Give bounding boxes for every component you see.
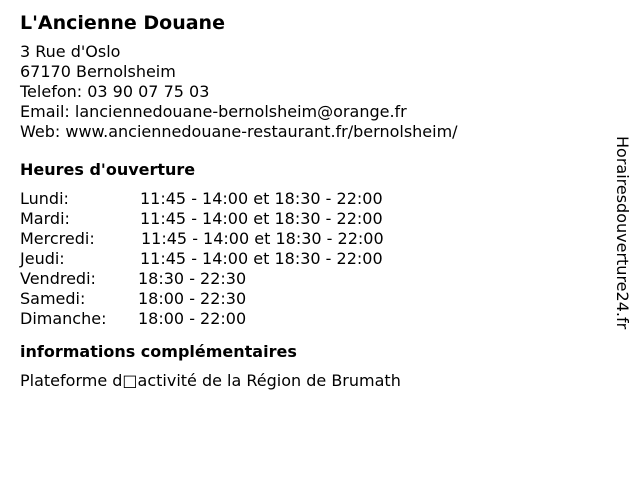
hours-time: 11:45 - 14:00 et 18:30 - 22:00	[141, 229, 384, 248]
hours-day: Mercredi:	[20, 229, 95, 248]
hours-row-monday	[20, 189, 600, 209]
hours-day: Samedi:	[20, 289, 86, 308]
info-heading: informations complémentaires	[20, 342, 297, 361]
hours-day: Dimanche:	[20, 309, 107, 328]
postal-city: 67170 Bernolsheim	[20, 62, 176, 81]
hours-table	[20, 189, 600, 329]
hours-row-friday	[20, 269, 600, 289]
hours-time: 18:00 - 22:00	[138, 309, 247, 328]
hours-row-sunday	[20, 309, 600, 329]
hours-time: 18:30 - 22:30	[138, 269, 247, 288]
hours-time: 11:45 - 14:00 et 18:30 - 22:00	[140, 249, 383, 268]
hours-row-tuesday	[20, 209, 600, 229]
hours-day: Jeudi:	[20, 249, 65, 268]
business-name: L'Ancienne Douane	[20, 12, 225, 34]
business-listing	[20, 10, 600, 391]
info-text: Plateforme d□activité de la Région de Brumath	[20, 371, 401, 390]
web-line: Web: www.anciennedouane-restaurant.fr/bernolsheim/	[20, 122, 458, 141]
street-address: 3 Rue d'Oslo	[20, 42, 121, 61]
hours-day: Mardi:	[20, 209, 70, 228]
hours-row-wednesday	[20, 229, 600, 249]
hours-row-saturday	[20, 289, 600, 309]
hours-day: Vendredi:	[20, 269, 96, 288]
hours-time: 18:00 - 22:30	[138, 289, 247, 308]
hours-time: 11:45 - 14:00 et 18:30 - 22:00	[140, 209, 383, 228]
hours-day: Lundi:	[20, 189, 69, 208]
email-line: Email: lanciennedouane-bernolsheim@orange.fr	[20, 102, 407, 121]
site-brand: Horairesdouverture24.fr	[613, 136, 632, 330]
hours-heading: Heures d'ouverture	[20, 160, 196, 179]
hours-time: 11:45 - 14:00 et 18:30 - 22:00	[140, 189, 383, 208]
hours-row-thursday	[20, 249, 600, 269]
phone-line: Telefon: 03 90 07 75 03	[20, 82, 210, 101]
